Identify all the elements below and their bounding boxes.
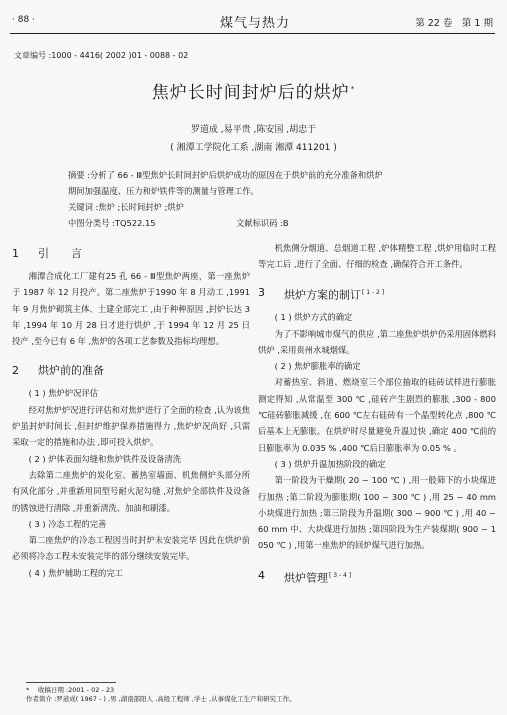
section-title: 烘炉前的准备 [38,364,104,378]
right-column [258,240,496,592]
paragraph: 为了不影响城市煤气的供应 ,第二座焦炉烘炉仍采用固体燃料烘炉 ,采用贵州水城烟煤。 [258,328,496,355]
page-number: · 88 · [12,15,35,25]
abstract-line-1: 摘要 :分析了 66 - Ⅲ型焦炉长时间封炉后烘炉成功的原因在于烘炉前的充分准备和烘炉 [68,170,383,180]
abstract-line-2: 期间加强温度、压力和炉铁件等的测量与管理工作。 [68,186,259,196]
footnote [26,686,296,704]
section-title-text: 烘炉方案的制订 [284,288,361,302]
citation: [ 3 - 4 ] [329,571,352,579]
title-footnote-mark: * [350,85,356,94]
paragraph: 经对焦炉炉况进行评估和对焦炉进行了全面的检查 ,认为该焦炉虽封炉时间长 ,但封炉维护保养措施得力 ,焦炉炉况尚好 ,只需采取一定的措施和办法 ,即可投入烘炉。 [12,404,250,448]
abstract-block [68,167,458,231]
subheading: ( 1 ) 焦炉炉况评估 [28,388,99,399]
paragraph: 去除第二座焦炉的炭化室、蓄热室墙面、机焦侧炉头部分所有风化部分 ,并重新用同型号耐火泥勾缝 ,对焦炉全部铁件及设备的锈蚀进行清除 ,并重新清洗、加油和刷漆。 [12,469,250,513]
paragraph: 湘潭合成化工厂建有25 孔 66 - Ⅲ型焦炉两座，第一座焦炉于 1987 年 12 月投产。第二座焦炉于1990 年 8 月动工 ,1991 年 9 月焦炉砌筑主体、土建全部完工 ,由于种种原因 ,封炉长达 3 年 ,1994 年 10 月 28 日才进行烘炉 ,于 1994 年 12 月 25 日投产 ,至今已有 6 年 ,焦炉的各项工艺参数及指标均理想。 [12,271,250,347]
citation: [ 1 - 2 ] [362,288,385,296]
subheading: ( 1 ) 烘炉方式的确定 [274,312,353,323]
article-number: 文章编号 :1000 - 4416( 2002 )01 - 0088 - 02 [14,51,189,60]
section-4-heading [258,568,496,587]
header-rule [10,33,495,34]
authors: 罗道成 ,易平贵 ,陈安国 ,胡忠于 [190,125,317,135]
classification-row [68,215,458,231]
document-code: 文献标识码 :B [236,218,289,228]
subheading: ( 2 ) 焦炉膨胀率的确定 [274,361,361,372]
paragraph: 机焦侧分烟道、总烟道工程 ,炉体精整工程 ,烘炉用临时工程等完工后 ,进行了全面、仔细的检查 ,确保符合开工条件。 [258,243,496,270]
section-number: 2 [12,364,19,378]
section-number: 3 [258,285,265,299]
section-title: 引 言 [38,247,82,260]
subheading: ( 3 ) 烘炉升温加热阶段的确定 [274,458,386,469]
section-title [284,568,351,587]
affiliation: ( 湘潭工学院化工系 ,湖南 湘潭 411201 ) [170,143,337,153]
left-column [12,240,250,581]
section-3-heading [258,285,496,304]
paragraph: 第二座焦炉的冷态工程因当时封炉未安装完毕 因此在烘炉前必须将冷态工程未安装完毕的部分继续安装完毕。 [12,535,250,562]
section-number: 4 [258,568,265,582]
footnote-rule [26,682,116,683]
paragraph: 对蓄热室、斜道、燃烧室三个部位抽取的硅砖试样进行膨胀测定得知 ,从常温至 300 ℃ ,硅砖产生剧烈的膨胀 ,300 - 800 ℃硅砖膨胀减缓 ,在 600 ℃左右硅砖有一个晶型转化点 ,800 ℃后基本上无膨胀。在烘炉时尽量避免升温过快 ,确定 400 ℃前的日膨胀率为 0.035 % ,400 ℃后日膨胀率为 0.05 % 。 [258,377,496,453]
author-bio: 作者简介 :罗道成( 1967 - ) ,男 ,湖南邵阳人 ,高级工程师 ,学士 ,从事煤化工生产和研究工作。 [26,695,296,703]
keywords: 关键词 :焦炉 ;长时间封炉 ;烘炉 [68,202,184,212]
subheading: ( 4 ) 焦炉辅助工程的完工 [28,567,123,578]
subheading: ( 3 ) 冷态工程的完善 [28,518,107,529]
volume-issue: 第 22 卷 第 1 期 [415,18,493,29]
section-1-heading [12,246,250,262]
section-title [284,285,384,304]
clc-number: 中图分类号 :TQ522.15 [68,218,156,228]
running-header [10,12,493,30]
journal-title: 煤气与热力 [220,16,291,31]
subheading: ( 2 ) 炉体表面勾缝和焦炉铁件及设备清洗 [28,453,182,464]
paragraph: 第一阶段为干燥期( 20 ~ 100 ℃ ) ,用一般筛下的小块煤进行加热 ;第二阶段为膨胀期( 100 ~ 300 ℃ ) ,用 25 ~ 40 mm 小块煤进行加热 ;第三阶段为升温期( 300 ~ 900 ℃ ) ,用 40 ~ 60 mm 中、大块煤进行加热 ;第四阶段为生产装煤期( 900 ~ 1 050 ℃ ) ,用第一座焦炉的回炉煤气进行加热。 [258,475,496,551]
section-number: 1 [12,247,19,260]
section-2-heading [12,363,250,379]
received-date: * 收稿日期 :2001 - 02 - 23 [26,686,115,694]
paper-title [0,78,507,103]
section-title-text: 烘炉管理 [284,571,328,585]
title-text: 焦炉长时间封炉后的烘炉 [151,83,350,103]
